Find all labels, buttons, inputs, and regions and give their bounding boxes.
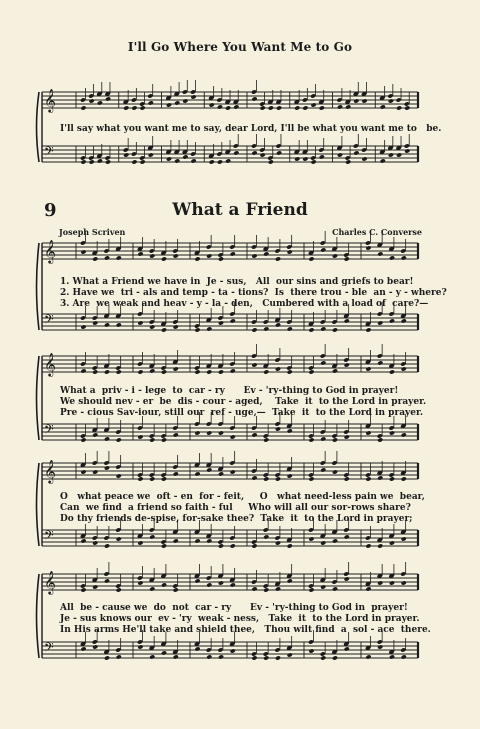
notehead	[287, 543, 293, 548]
notehead	[194, 646, 200, 651]
notehead	[377, 437, 383, 442]
notehead	[218, 256, 224, 261]
notehead	[377, 320, 383, 325]
notehead	[206, 326, 212, 331]
notehead	[353, 98, 359, 103]
notehead	[251, 475, 257, 480]
notehead	[161, 476, 167, 481]
notehead	[194, 471, 200, 476]
notehead	[161, 437, 167, 442]
notehead	[251, 655, 257, 660]
notehead	[149, 654, 155, 659]
notehead	[344, 576, 350, 581]
notehead	[389, 255, 395, 260]
notehead	[116, 654, 122, 659]
notehead	[116, 255, 122, 260]
notehead	[173, 654, 179, 659]
notehead	[218, 654, 224, 659]
notehead	[260, 105, 266, 110]
notehead	[287, 249, 293, 254]
notehead	[137, 476, 143, 481]
lyric-line: All be - cause we do not car - ry Ev - 'ry-thing to God in prayer!	[60, 603, 408, 613]
notehead	[104, 465, 110, 470]
notehead	[174, 158, 180, 163]
notehead	[131, 105, 137, 110]
notehead	[206, 369, 212, 374]
notehead	[396, 105, 402, 110]
notehead	[173, 587, 179, 592]
notehead	[389, 540, 395, 545]
lyric-line: Je - sus knows our ev - 'ry weak - ness, Take it to the Lord in prayer.	[60, 614, 420, 624]
notehead	[137, 320, 143, 325]
lyric-line: In His arms He'll take and shield thee, Thou wilt find a sol - ace there.	[60, 625, 431, 635]
notehead	[104, 255, 110, 260]
notehead	[332, 437, 338, 442]
notehead	[80, 538, 86, 543]
notehead	[251, 432, 257, 437]
notehead	[401, 536, 407, 541]
notehead	[104, 578, 110, 583]
notehead	[194, 538, 200, 543]
notehead	[263, 476, 269, 481]
notehead	[80, 324, 86, 329]
notehead	[401, 432, 407, 437]
notehead	[225, 158, 231, 163]
notehead	[319, 105, 325, 110]
notehead	[302, 156, 308, 161]
notehead	[230, 648, 236, 653]
notehead	[308, 536, 314, 541]
notehead	[206, 430, 212, 435]
notehead	[149, 253, 155, 258]
notehead	[388, 98, 394, 103]
notehead	[365, 245, 371, 250]
notehead	[377, 475, 383, 480]
notehead	[396, 152, 402, 157]
notehead	[149, 437, 155, 442]
notehead	[263, 251, 269, 256]
notehead	[161, 327, 167, 332]
notehead	[287, 326, 293, 331]
system-brace	[37, 356, 40, 440]
notehead	[308, 648, 314, 653]
notehead	[320, 655, 326, 660]
notehead	[104, 322, 110, 327]
hymn-title: What a Friend	[172, 200, 308, 220]
treble-clef-icon: 𝄞	[44, 570, 56, 594]
notehead	[206, 654, 212, 659]
notehead	[161, 582, 167, 587]
notehead	[353, 150, 359, 155]
notehead	[401, 654, 407, 659]
notehead	[80, 437, 86, 442]
bass-clef-icon: 𝄢	[44, 528, 54, 546]
notehead	[294, 156, 300, 161]
notehead	[80, 587, 86, 592]
notehead	[80, 159, 86, 164]
notehead	[92, 584, 98, 589]
bass-clef-icon: 𝄢	[44, 312, 54, 330]
notehead	[104, 369, 110, 374]
notehead	[389, 654, 395, 659]
notehead	[260, 152, 266, 157]
notehead	[161, 650, 167, 655]
notehead	[233, 150, 239, 155]
notehead	[401, 318, 407, 323]
notehead	[140, 159, 146, 164]
notehead	[388, 152, 394, 157]
notehead	[206, 253, 212, 258]
notehead	[365, 327, 371, 332]
notehead	[218, 320, 224, 325]
notehead	[320, 326, 326, 331]
notehead	[263, 534, 269, 539]
notehead	[92, 432, 98, 437]
notehead	[131, 159, 137, 164]
notehead	[401, 255, 407, 260]
notehead	[287, 473, 293, 478]
notehead	[319, 154, 325, 159]
notehead	[233, 104, 239, 109]
notehead	[92, 644, 98, 649]
notehead	[166, 156, 172, 161]
notehead	[89, 98, 95, 103]
notehead	[149, 476, 155, 481]
notehead	[308, 256, 314, 261]
notehead	[123, 105, 129, 110]
notehead	[230, 434, 236, 439]
notehead	[275, 322, 281, 327]
notehead	[275, 540, 281, 545]
notehead	[173, 432, 179, 437]
notehead	[377, 644, 383, 649]
notehead	[268, 159, 274, 164]
notehead	[251, 543, 257, 548]
notehead	[218, 471, 224, 476]
notehead	[377, 360, 383, 365]
treble-clef-icon: 𝄞	[44, 459, 56, 483]
top-song-lyric: I'll say what you want me to say, dear Lord, I'll be what you want me to be.	[60, 124, 442, 134]
notehead	[148, 152, 154, 157]
notehead	[389, 318, 395, 323]
notehead	[137, 369, 143, 374]
notehead	[308, 327, 314, 332]
notehead	[80, 646, 86, 651]
notehead	[116, 369, 122, 374]
notehead	[80, 469, 86, 474]
notehead	[218, 430, 224, 435]
notehead	[389, 369, 395, 374]
notehead	[275, 586, 281, 591]
notehead	[161, 543, 167, 548]
notehead	[161, 369, 167, 374]
notehead	[137, 644, 143, 649]
notehead	[182, 154, 188, 159]
notehead	[404, 105, 410, 110]
lyric-line: What a priv - i - lege to car - ry Ev - 'ry-thing to God in prayer!	[60, 386, 399, 396]
treble-clef-icon: 𝄞	[44, 352, 56, 376]
notehead	[401, 476, 407, 481]
notehead	[389, 580, 395, 585]
system-brace	[37, 92, 40, 162]
notehead	[251, 362, 257, 367]
notehead	[190, 158, 196, 163]
notehead	[116, 536, 122, 541]
notehead	[308, 437, 314, 442]
notehead	[182, 98, 188, 103]
notehead	[308, 587, 314, 592]
lyric-line: 1. What a Friend we have in Je - sus, All our sins and griefs to bear!	[60, 277, 414, 287]
notehead	[148, 100, 154, 105]
notehead	[194, 256, 200, 261]
notehead	[377, 251, 383, 256]
notehead	[190, 94, 196, 99]
notehead	[365, 654, 371, 659]
notehead	[230, 251, 236, 256]
notehead	[251, 150, 257, 155]
notehead	[263, 587, 269, 592]
notehead	[149, 534, 155, 539]
notehead	[166, 102, 172, 107]
notehead	[194, 430, 200, 435]
lyric-line: We should nev - er be dis - cour - aged, Take it to the Lord in prayer.	[60, 397, 427, 407]
notehead	[332, 538, 338, 543]
notehead	[332, 469, 338, 474]
notehead	[401, 366, 407, 371]
notehead	[365, 476, 371, 481]
notehead	[344, 256, 350, 261]
notehead	[251, 253, 257, 258]
system-brace	[37, 463, 40, 546]
notehead	[92, 540, 98, 545]
notehead	[344, 476, 350, 481]
notehead	[97, 100, 103, 105]
notehead	[275, 366, 281, 371]
notehead	[268, 105, 274, 110]
author: Joseph Scriven	[59, 227, 126, 237]
notehead	[123, 152, 129, 157]
notehead	[105, 159, 111, 164]
notehead	[230, 368, 236, 373]
notehead	[401, 580, 407, 585]
notehead	[161, 256, 167, 261]
top-song-title: I'll Go Where You Want Me to Go	[127, 40, 353, 54]
notehead	[320, 540, 326, 545]
notehead	[149, 368, 155, 373]
notehead	[173, 366, 179, 371]
notehead	[365, 543, 371, 548]
notehead	[149, 324, 155, 329]
notehead	[217, 159, 223, 164]
notehead	[389, 430, 395, 435]
notehead	[344, 646, 350, 651]
notehead	[104, 436, 110, 441]
treble-clef-icon: 𝄞	[44, 239, 56, 263]
notehead	[365, 366, 371, 371]
notehead	[275, 476, 281, 481]
notehead	[380, 104, 386, 109]
notehead	[137, 580, 143, 585]
notehead	[80, 368, 86, 373]
notehead	[206, 538, 212, 543]
notehead	[377, 543, 383, 548]
notehead	[251, 96, 257, 101]
notehead	[344, 534, 350, 539]
notehead	[380, 158, 386, 163]
notehead	[275, 655, 281, 660]
notehead	[218, 580, 224, 585]
notehead	[337, 152, 343, 157]
notehead	[377, 580, 383, 585]
notehead	[332, 327, 338, 332]
notehead	[206, 582, 212, 587]
notehead	[361, 98, 367, 103]
composer: Charles C. Converse	[332, 227, 422, 237]
notehead	[194, 578, 200, 583]
system-brace	[37, 574, 40, 658]
notehead	[320, 467, 326, 472]
notehead	[344, 318, 350, 323]
notehead	[344, 362, 350, 367]
notehead	[332, 368, 338, 373]
notehead	[230, 582, 236, 587]
notehead	[251, 586, 257, 591]
notehead	[251, 327, 257, 332]
notehead	[173, 538, 179, 543]
lyric-line: Do thy friends de-spise, for-sake thee? Take it to the Lord in prayer;	[60, 514, 413, 524]
notehead	[230, 318, 236, 323]
notehead	[173, 471, 179, 476]
notehead	[320, 436, 326, 441]
lyric-line: O what peace we oft - en for - feit, O what need-less pain we bear,	[60, 492, 425, 502]
notehead	[287, 428, 293, 433]
notehead	[287, 369, 293, 374]
notehead	[218, 543, 224, 548]
treble-clef-icon: 𝄞	[44, 88, 56, 112]
notehead	[365, 430, 371, 435]
notehead	[365, 586, 371, 591]
notehead	[140, 105, 146, 110]
notehead	[276, 105, 282, 110]
bass-clef-icon: 𝄢	[44, 144, 54, 162]
notehead	[89, 159, 95, 164]
notehead	[105, 96, 111, 101]
notehead	[345, 159, 351, 164]
notehead	[218, 369, 224, 374]
notehead	[97, 158, 103, 163]
notehead	[287, 652, 293, 657]
lyric-line: 2. Have we tri - als and temp - ta - tions? Is there trou - ble an - y - where?	[60, 288, 447, 298]
notehead	[116, 322, 122, 327]
notehead	[311, 159, 317, 164]
notehead	[230, 469, 236, 474]
bass-clef-icon: 𝄢	[44, 422, 54, 440]
notehead	[194, 327, 200, 332]
lyric-line: 3. Are we weak and heav - y - la - den, Cumbered with a load of care?—	[60, 299, 429, 309]
notehead	[92, 256, 98, 261]
notehead	[337, 104, 343, 109]
notehead	[209, 102, 215, 107]
notehead	[194, 369, 200, 374]
notehead	[361, 156, 367, 161]
notehead	[275, 426, 281, 431]
notehead	[344, 434, 350, 439]
notehead	[320, 360, 326, 365]
notehead	[332, 655, 338, 660]
notehead	[173, 324, 179, 329]
notehead	[206, 467, 212, 472]
notehead	[311, 102, 317, 107]
notehead	[92, 369, 98, 374]
notehead	[263, 655, 269, 660]
notehead	[287, 578, 293, 583]
notehead	[149, 586, 155, 591]
notehead	[389, 476, 395, 481]
notehead	[137, 251, 143, 256]
notehead	[137, 434, 143, 439]
bass-clef-icon: 𝄢	[44, 640, 54, 658]
notehead	[308, 476, 314, 481]
notehead	[92, 320, 98, 325]
notehead	[80, 105, 86, 110]
notehead	[104, 543, 110, 548]
notehead	[308, 369, 314, 374]
notehead	[225, 105, 231, 110]
notehead	[217, 104, 223, 109]
notehead	[275, 256, 281, 261]
notehead	[116, 437, 122, 442]
notehead	[404, 148, 410, 153]
notehead	[320, 247, 326, 252]
notehead	[276, 150, 282, 155]
notehead	[332, 586, 338, 591]
notehead	[320, 584, 326, 589]
notehead	[80, 249, 86, 254]
notehead	[345, 104, 351, 109]
notehead	[116, 473, 122, 478]
notehead	[116, 587, 122, 592]
notehead	[230, 543, 236, 548]
notehead	[263, 369, 269, 374]
notehead	[92, 469, 98, 474]
notehead	[263, 326, 269, 331]
notehead	[209, 159, 215, 164]
hymn-number: 9	[44, 200, 57, 221]
notehead	[104, 655, 110, 660]
notehead	[174, 100, 180, 105]
lyric-line: Pre - cious Sav-iour, still our ref - uge,— Take it to the Lord in prayer.	[60, 408, 424, 418]
lyric-line: Can we find a friend so faith - ful Who will all our sor-rows share?	[60, 503, 411, 513]
notehead	[137, 540, 143, 545]
notehead	[302, 105, 308, 110]
notehead	[173, 253, 179, 258]
system-brace	[37, 243, 40, 330]
notehead	[332, 253, 338, 258]
notehead	[294, 105, 300, 110]
notehead	[263, 437, 269, 442]
